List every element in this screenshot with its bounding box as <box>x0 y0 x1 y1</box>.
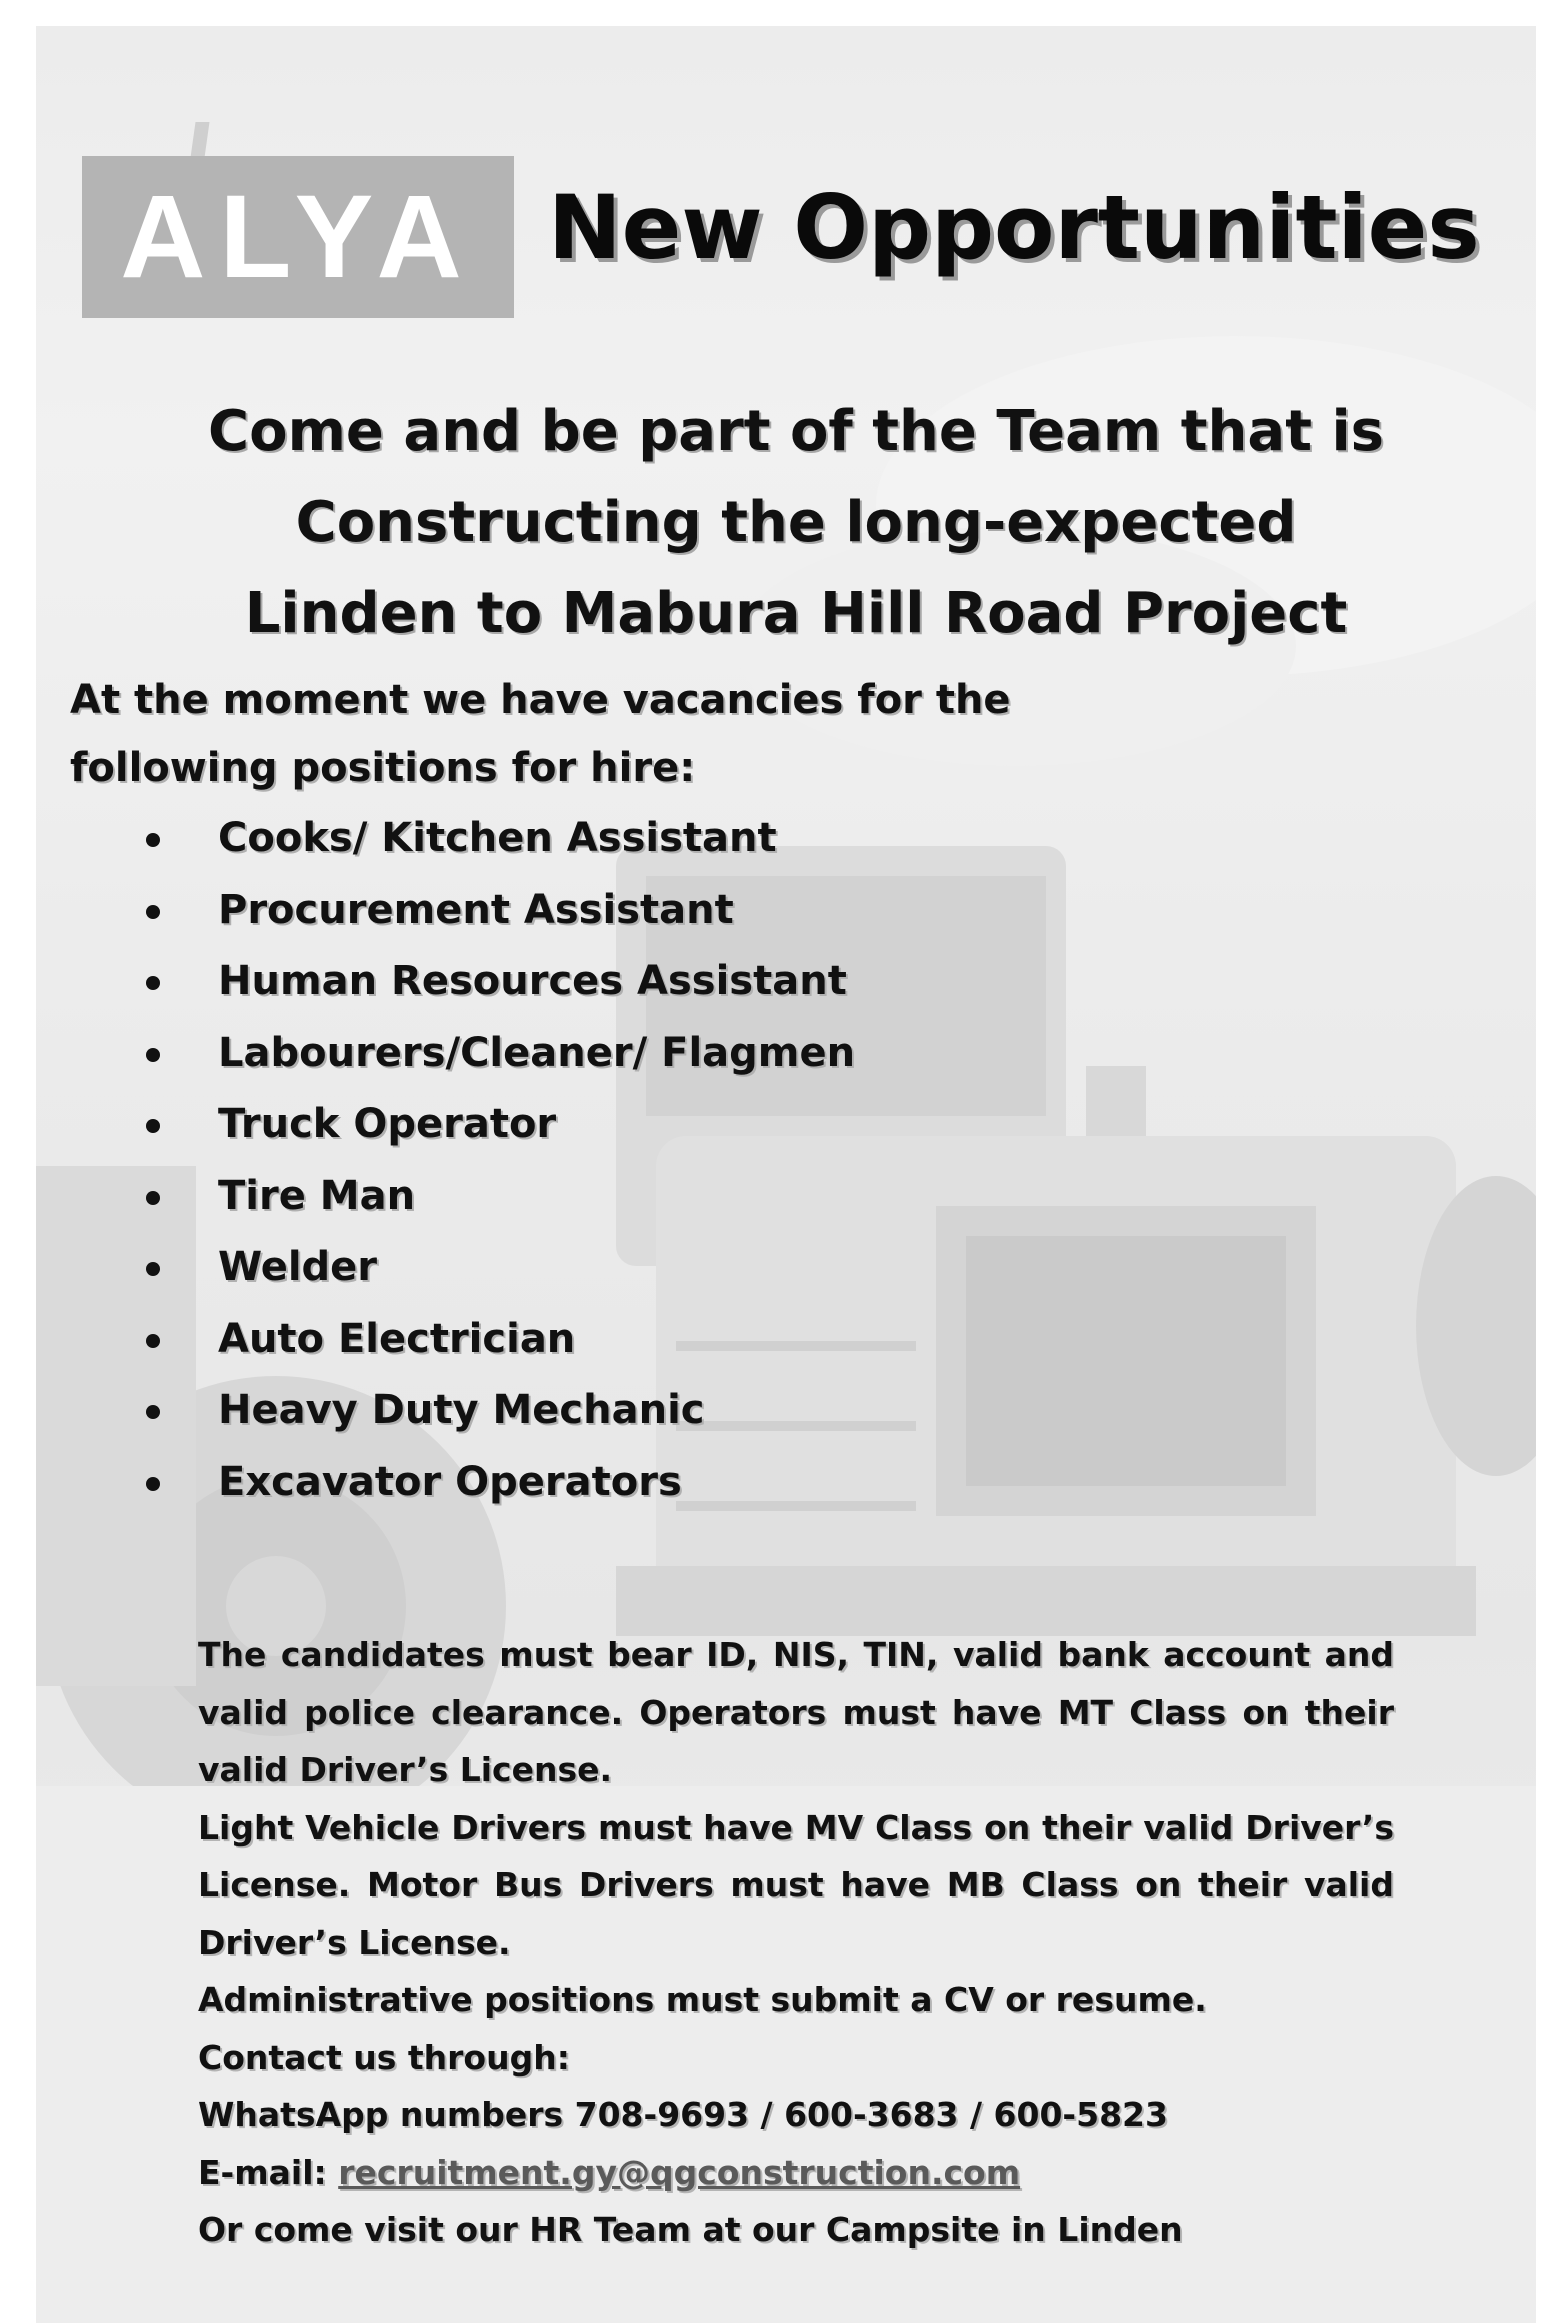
logo-text: ALYA <box>120 171 476 303</box>
visit-note: Or come visit our HR Team at our Campsite in Linden <box>198 2210 1183 2249</box>
contact-heading: Contact us through: <box>198 2037 570 2077</box>
position-item <box>146 1018 1046 1090</box>
flyer <box>36 26 1536 2323</box>
headline: New Opportunities <box>548 176 1480 279</box>
admin-requirement: Administrative positions must submit a CV or resume. <box>198 1980 1207 2019</box>
bullet-icon <box>146 1334 160 1348</box>
tagline-line: Constructing the long-expected <box>295 490 1297 555</box>
position-item <box>146 1232 1046 1304</box>
bullet-icon <box>146 1191 160 1205</box>
tagline-line: Come and be part of the Team that is <box>208 399 1384 464</box>
bullet-icon <box>146 1262 160 1276</box>
intro-line: following positions for hire: <box>70 745 696 791</box>
documents-requirement: The candidates must bear ID, NIS, TIN, valid bank account and valid police clearance. Operators must have MT Class on their valid Driver’s License. <box>198 1635 1394 1789</box>
position-item <box>146 1089 1046 1161</box>
tagline-line: Linden to Mabura Hill Road Project <box>244 581 1348 646</box>
tagline <box>96 386 1496 659</box>
position-label: Excavator Operators <box>218 1458 682 1505</box>
position-item <box>146 946 1046 1018</box>
position-label: Cooks/ Kitchen Assistant <box>218 815 777 861</box>
email-label: E-mail: <box>198 2152 339 2192</box>
whatsapp-numbers: WhatsApp numbers 708-9693 / 600-3683 / 600-5823 <box>198 2095 1168 2134</box>
drivers-requirement: Light Vehicle Drivers must have MV Class on their valid Driver’s License. Motor Bus Drivers must have MB Class on their valid Driver’s License. <box>198 1807 1394 1962</box>
position-label: Truck Operator <box>218 1101 557 1147</box>
position-label: Auto Electrician <box>218 1315 576 1362</box>
position-item <box>146 1161 1046 1233</box>
position-item <box>146 1304 1046 1376</box>
email-link[interactable]: recruitment.gy@qgconstruction.com <box>338 2152 1021 2192</box>
vacancies-intro <box>70 666 1270 802</box>
position-label: Welder <box>218 1244 378 1290</box>
position-item <box>146 803 1046 875</box>
position-item <box>146 1447 1046 1519</box>
position-label: Human Resources Assistant <box>218 958 847 1004</box>
position-item <box>146 1375 1046 1447</box>
intro-line: At the moment we have vacancies for the <box>70 677 1011 723</box>
bullet-icon <box>146 1405 160 1419</box>
position-label: Heavy Duty Mechanic <box>218 1387 705 1433</box>
position-label: Procurement Assistant <box>218 886 734 933</box>
bullet-icon <box>146 833 160 847</box>
bullet-icon <box>146 976 160 990</box>
position-item <box>146 875 1046 947</box>
position-label: Tire Man <box>218 1172 416 1219</box>
company-logo <box>82 156 514 318</box>
bullet-icon <box>146 905 160 919</box>
bullet-icon <box>146 1119 160 1133</box>
positions-list <box>146 803 1046 1518</box>
position-label: Labourers/Cleaner/ Flagmen <box>218 1029 856 1076</box>
bullet-icon <box>146 1048 160 1062</box>
requirements-section <box>198 1626 1394 2259</box>
bullet-icon <box>146 1477 160 1491</box>
email-line <box>198 2144 1394 2202</box>
